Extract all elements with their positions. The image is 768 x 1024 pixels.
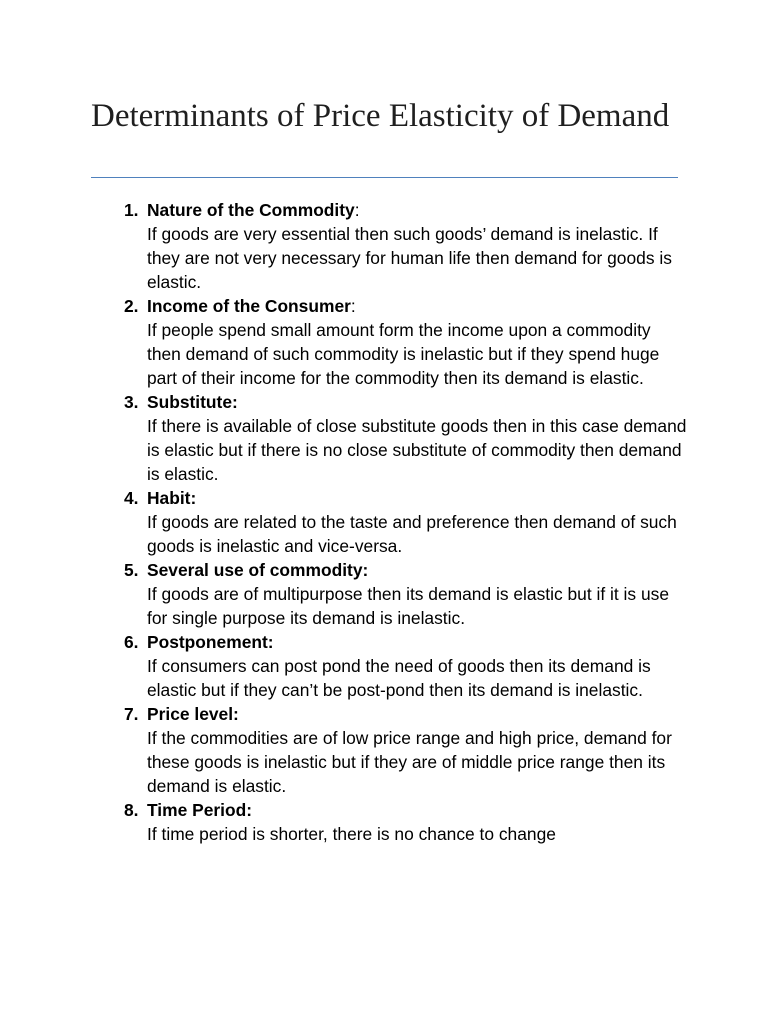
list-item: [0, 630, 687, 702]
list-item: [0, 294, 687, 390]
item-heading: Postponement:: [147, 632, 274, 652]
page-title: Determinants of Price Elasticity of Demand: [91, 98, 670, 134]
item-body: If the commodities are of low price range and high price, demand for these goods is inelastic but if they are of middle price range then its demand is elastic.: [147, 728, 672, 796]
item-body: If people spend small amount form the income upon a commodity then demand of such commodity is inelastic but if they spend huge part of their income for the commodity then its demand is elastic.: [147, 320, 660, 388]
list-item: [0, 558, 687, 630]
item-heading: Several use of commodity:: [147, 560, 369, 580]
item-heading-suffix: :: [354, 200, 360, 220]
item-heading: Nature of the Commodity: [147, 200, 355, 220]
item-number: 3.: [124, 392, 139, 412]
list-item: [0, 702, 687, 798]
item-number: 1.: [124, 200, 139, 220]
item-number: 5.: [124, 560, 139, 580]
item-number: 4.: [124, 488, 139, 508]
list-item: [0, 390, 687, 486]
list-item: [0, 198, 687, 294]
determinants-list: [0, 198, 768, 846]
item-heading: Income of the Consumer: [147, 296, 351, 316]
item-body: If there is available of close substitute goods then in this case demand is elastic but if there is no close substitute of commodity then demand is elastic.: [147, 416, 687, 484]
item-body: If consumers can post pond the need of goods then its demand is elastic but if they can’t be post-pond then its demand is inelastic.: [147, 656, 651, 700]
item-body: If goods are of multipurpose then its demand is elastic but if it is use for single purpose its demand is inelastic.: [147, 584, 669, 628]
item-number: 7.: [124, 704, 139, 724]
list-item: [0, 798, 687, 846]
item-heading: Price level:: [147, 704, 239, 724]
title-divider: [91, 177, 678, 178]
item-heading: Substitute:: [147, 392, 238, 412]
item-number: 2.: [124, 296, 139, 316]
item-heading-suffix: :: [350, 296, 356, 316]
item-number: 6.: [124, 632, 139, 652]
item-number: 8.: [124, 800, 139, 820]
item-body: If goods are related to the taste and preference then demand of such goods is inelastic and vice-versa.: [147, 512, 677, 556]
list-item: [0, 486, 687, 558]
item-body: If goods are very essential then such goods’ demand is inelastic. If they are not very necessary for human life then demand for goods is elastic.: [147, 224, 672, 292]
item-heading: Habit:: [147, 488, 197, 508]
item-heading: Time Period:: [147, 800, 253, 820]
item-body: If time period is shorter, there is no chance to change: [147, 824, 556, 844]
